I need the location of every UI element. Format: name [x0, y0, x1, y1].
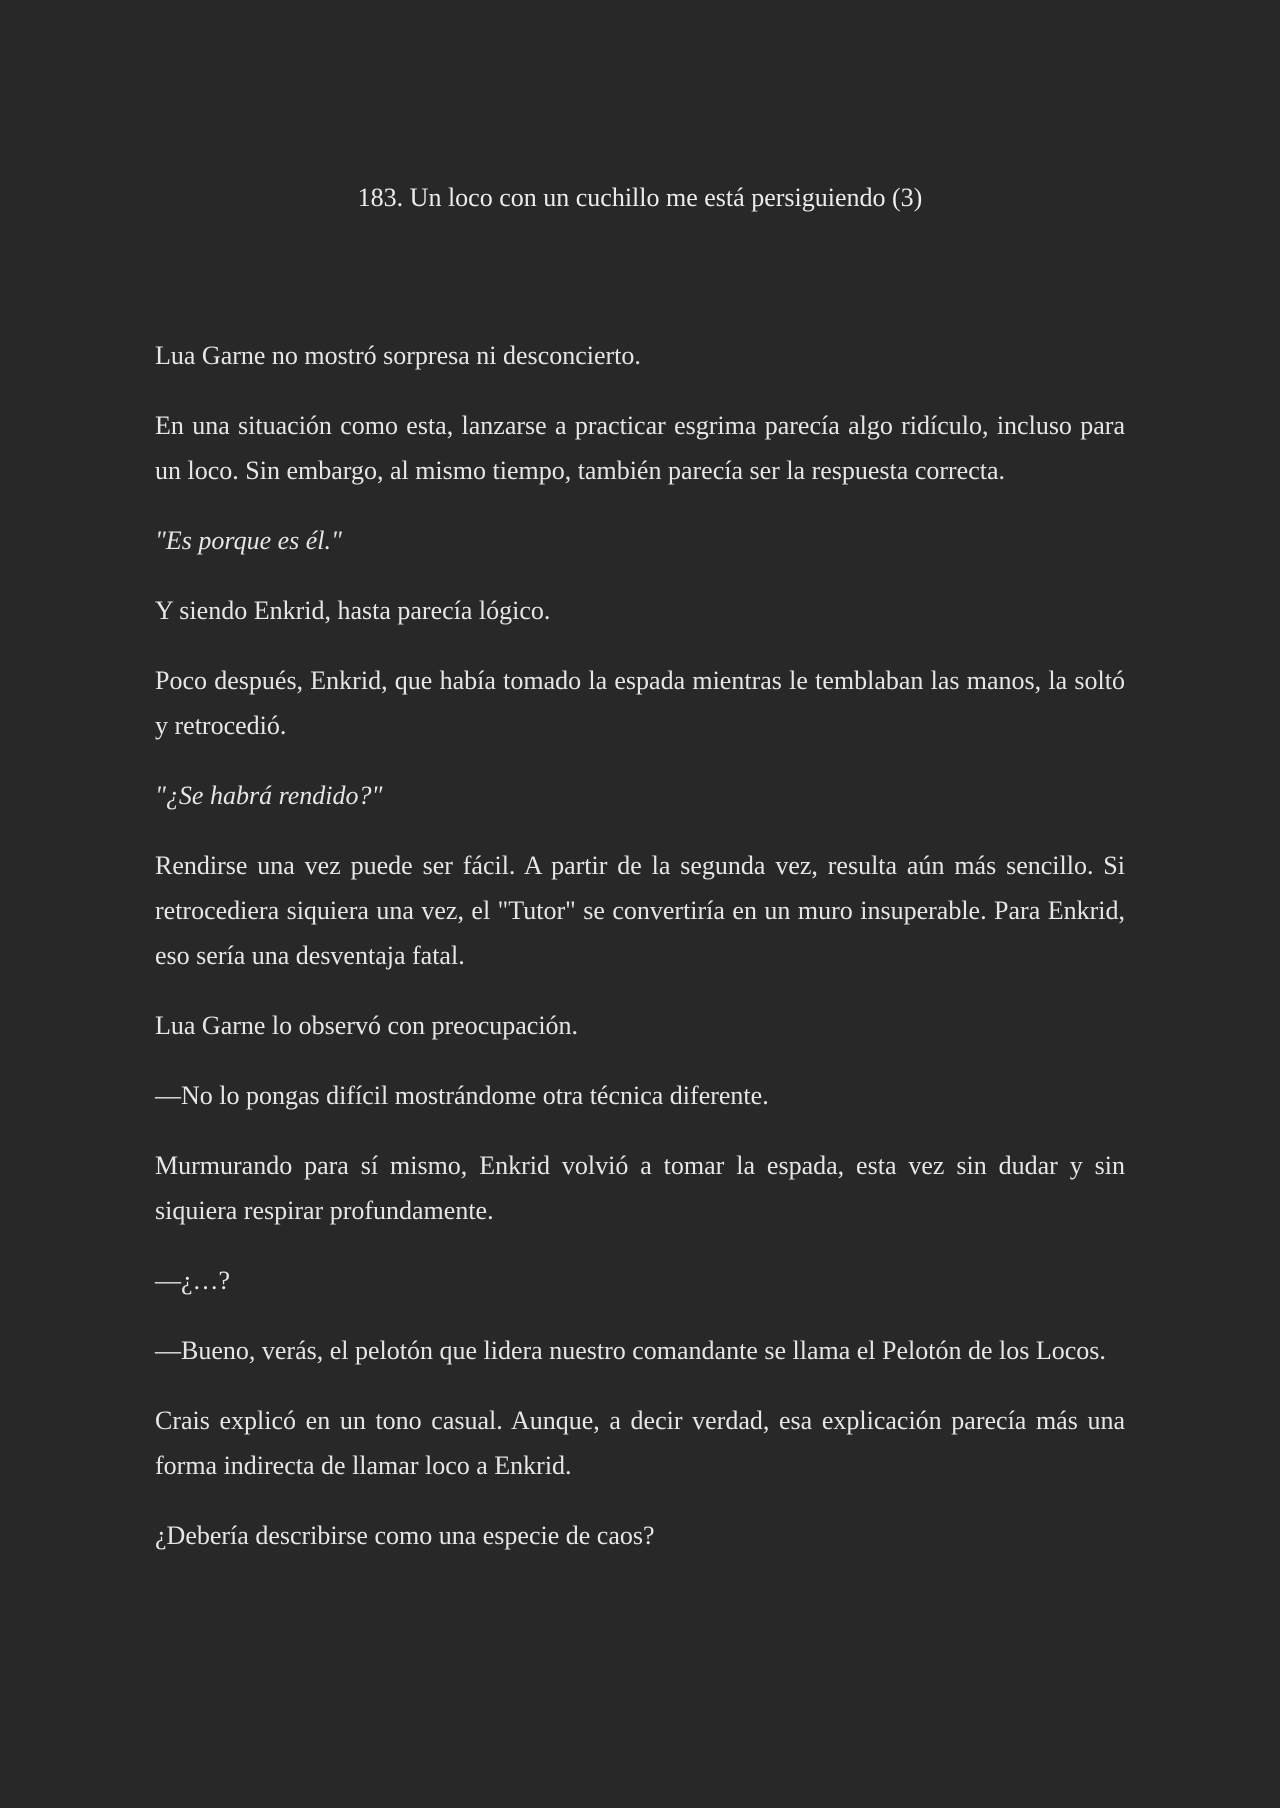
dialogue-paragraph: —Bueno, verás, el pelotón que lidera nuestro comandante se llama el Pelotón de los Locos.: [155, 1336, 1106, 1365]
paragraph: En una situación como esta, lanzarse a practicar esgrima parecía algo ridículo, incluso para un loco. Sin embargo, al mismo tiempo, también parecía ser la respuesta correcta.: [155, 411, 1125, 485]
paragraph: Murmurando para sí mismo, Enkrid volvió a tomar la espada, esta vez sin dudar y sin siquiera respirar profundamente.: [155, 1151, 1125, 1225]
dialogue-paragraph: —¿…?: [155, 1266, 231, 1295]
paragraph: Lua Garne lo observó con preocupación.: [155, 1011, 579, 1040]
paragraph: Poco después, Enkrid, que había tomado la espada mientras le temblaban las manos, la soltó y retrocedió.: [155, 666, 1125, 740]
dialogue-paragraph: —No lo pongas difícil mostrándome otra técnica diferente.: [155, 1081, 769, 1110]
paragraph: Crais explicó en un tono casual. Aunque, a decir verdad, esa explicación parecía más una forma indirecta de llamar loco a Enkrid.: [155, 1406, 1125, 1480]
paragraph: Lua Garne no mostró sorpresa ni desconcierto.: [155, 341, 641, 370]
paragraph: Rendirse una vez puede ser fácil. A partir de la segunda vez, resulta aún más sencillo. Si retrocediera siquiera una vez, el "Tutor" se convertiría en un muro insuperable. Para Enkrid, eso sería una desventaja fatal.: [155, 851, 1125, 970]
paragraph: ¿Debería describirse como una especie de caos?: [155, 1521, 655, 1550]
thought-paragraph: "Es porque es él.": [155, 526, 342, 555]
chapter-title: 183. Un loco con un cuchillo me está persiguiendo (3): [357, 183, 923, 212]
thought-paragraph: "¿Se habrá rendido?": [155, 781, 383, 810]
paragraph: Y siendo Enkrid, hasta parecía lógico.: [155, 596, 551, 625]
chapter-content: [155, 333, 1125, 1583]
